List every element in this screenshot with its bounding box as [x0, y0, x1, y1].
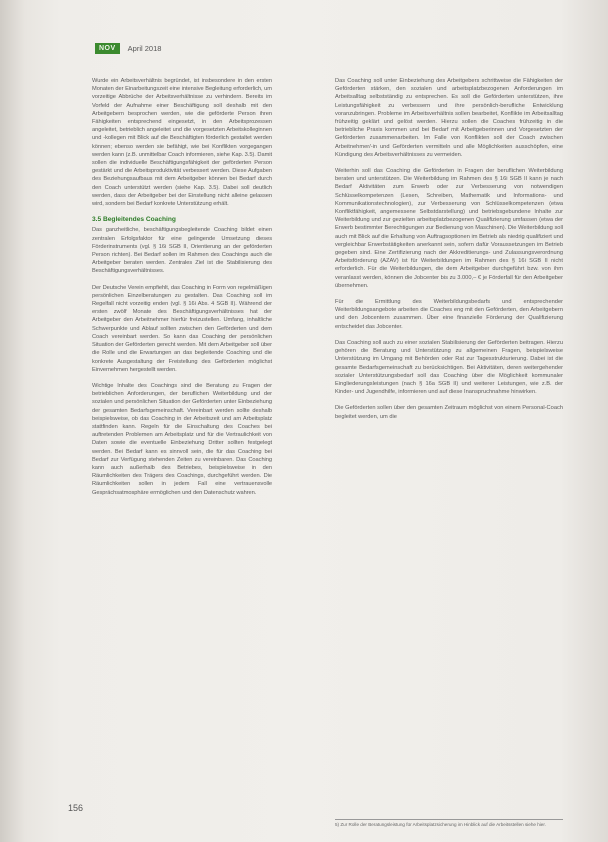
- paragraph: Wichtige Inhalte des Coachings sind die Beratung zu Fragen der betrieblichen Anforderungen, der beruflichen Weiterbildung und der sozialen und persönlichen Situation der Geförderten unter Einbeziehung der gesamten Bedarfsgemeinschaft. Vereinbart werden sollte deshalb beispielsweise, ob das Coaching in der Arbeitszeit und am Arbeitsplatz stattfinden kann. Regeln für die Einschaltung des Coaches bei auftretenden Problemen am Arbeitsplatz und für die Vertraulichkeit von Daten sowie die eventuelle Einbeziehung Dritter sollten festgelegt werden. Bei Bedarf kann es sinnvoll sein, die für das Coaching bei Bedarf zur Verfügung stehenden Zeiten zu vereinbaren. Das Coaching kann auch außerhalb des Betriebes, beispielsweise in den Räumlichkeiten des Trägers des Coachings, durchgeführt werden. Die Räumlichkeiten sollen in jedem Fall eine vertrauensvolle Gesprächsatmosphäre ermöglichen und den Datenschutz wahren.: [92, 382, 272, 496]
- paragraph: Wurde ein Arbeitsverhältnis begründet, ist insbesondere in den ersten Monaten der Einarbeitungszeit eine intensive Begleitung erforderlich, um vorzeitige Abbrüche der Arbeitsverhältnisse zu verhindern. Bereits im Vorfeld der Aufnahme einer Beschäftigung soll deshalb mit den Arbeitgebern besprochen werden, wie die geförderte Person ihren Fähigkeiten entsprechend eingesetzt, in den Arbeitsprozessen angeleitet, betrieblich angeleitet und die vorgesetzten Arbeitskolleginnen und -kollegen mit Blick auf die Beschäftigten förderlich gestaltet werden können; ebenso werden sie befähigt, wie bei Konflikten vorgegangen werden kann (z.B. unmittelbar Coach informieren, siehe Kap. 3.5). Damit sollen die individuelle Beschäftigungsfähigkeit der geförderten Person gestärkt und die Arbeitsproduktivität verbessert werden. Diese Aufgaben des Beziehungsaufbaus mit dem Arbeitgeber können bei Bedarf durch den Coach unterstützt werden (siehe Kap. 3.5). Dabei soll deutlich werden, dass der Arbeitgeber bei der Einstellung nicht alleine gelassen wird, sondern bei Bedarf konkrete Unterstützung erhält.: [92, 78, 272, 208]
- left-column: [92, 77, 272, 505]
- page-number: 156: [68, 803, 84, 813]
- paragraph: Das ganzheitliche, beschäftigungsbegleitende Coaching bildet einen zentralen Erfolgsfaktor für eine gelingende Umsetzung dieses Förderinstruments (vgl. § 16i SGB II, Orientierung an der geförderten Person richten). Bei Bedarf sollen im Rahmen des Coachings auch die Arbeitgeber beraten werden. Zentrales Ziel ist die Stabilisierung des Beschäftigungsverhältnisses.: [92, 227, 272, 275]
- footnote: 5) Zur Rolle der Beratungsleistung für Arbeitsplatzsicherung im Hinblick auf die Arbeitsstellen siehe hier.: [335, 819, 563, 828]
- page-header: [95, 43, 161, 54]
- paragraph: Das Coaching soll auch zu einer sozialen Stabilisierung der Geförderten beitragen. Hierzu gehören die Beratung und Unterstützung zu allgemeinen Fragen, beispielsweise Unterstützung im Umgang mit Behörden oder Rat zur Tagesstrukturierung. Dabei ist die gesamte Bedarfsgemeinschaft zu berücksichtigen. Bei Aktivitäten, deren weitergehender sozialer Unterstützungsbedarf soll das Coaching über die Möglichkeit kommunaler Eingliederungsleistungen (nach § 16a SGB II) und weiterer Leistungen, wie z.B. der Kinder- und Jugendhilfe, informieren und auf diese Inanspruchnahme hinwirken.: [335, 339, 563, 396]
- issue-date: April 2018: [127, 44, 162, 53]
- paragraph: Das Coaching soll unter Einbeziehung des Arbeitgebers schrittweise die Fähigkeiten der Geförderten stärken, den sozialen und arbeitsplatzbezogenen Anforderungen im Arbeitsalltag selbstständig zu entsprechen. Es soll die Geförderten unterstützen, ihre Leistungsfähigkeit zu verbessern und ihre persönlich-berufliche Entwicklung voranzubringen. Probleme im Arbeitsverhältnis sollen bearbeitet, Konflikte im Arbeitsalltag frühzeitig geklärt und gelöst werden. Hierzu sollen die Coaches frühzeitig in die betriebliche Praxis kommen und bei Bedarf mit Arbeitgeberinnen und Vorgesetzten der Geförderten zusammenarbeiten. Im Falle von Konflikten soll der Coach zwischen Arbeitnehmer/-in und Geförderten vermitteln und alle Möglichkeiten ausschöpfen, eine Kündigung des Arbeitsverhältnisses zu vermeiden.: [335, 78, 563, 158]
- paragraph: Weiterhin soll das Coaching die Geförderten in Fragen der beruflichen Weiterbildung beraten und unterstützen. Die Weiterbildung im Rahmen des § 16i SGB II kann je nach Bedarf Aktivitäten zum Erwerb oder zur Verbesserung von notwendigen Schlüsselkompetenzen (Lesen, Schreiben, Mathematik und Informations- und Kommunikationstechnologien), zur Verbesserung von Schlüsselkompetenzen (etwa Konfliktfähigkeit, angemessene Selbstdarstellung) und betriebsgebundene Inhalte zur Weiterbildung und zur gezielten arbeitsplatzbezogenen Qualifizierung umfassen (etwa der Erwerb bestimmter Berechtigungen zur Bedienung von Maschinen). Die Weiterbildung soll auch mit Blick auf die Erhaltung von Auftragsoptionen im Betrieb als niedrig qualifiziert und vergleichbar Erwerbstätigkeiten anerkannt sein, sofern dafür Voraussetzungen im Betrieb gegeben sind. Eine Zertifizierung nach der Akkreditierungs- und Zulassungsverordnung Arbeitsförderung (AZAV) ist für Weiterbildungen im Rahmen des § 16i SGB II nicht erforderlich. Für die Weiterbildungen, die dem Arbeitgeber durchgeführt bzw. von ihm veranlasst werden, können die Jobcenter bis zu 3.000,– € je Förderfall für den Arbeitgeber übernehmen.: [335, 168, 563, 289]
- paragraph: Für die Ermittlung des Weiterbildungsbedarfs und entsprechender Weiterbildungsangebote arbeiten die Coaches eng mit den Geförderten, den Arbeitgebern und den Jobcentern zusammen. Über eine finanzielle Förderung der Qualifizierung entscheidet das Jobcenter.: [335, 299, 563, 330]
- paragraph: Die Geförderten sollen über den gesamten Zeitraum möglichst von einem Personal-Coach begleitet werden, um die: [335, 405, 563, 420]
- right-column: [335, 77, 563, 429]
- publication-badge: NOV: [95, 43, 120, 54]
- section-heading: 3.5 Begleitendes Coaching: [92, 216, 176, 224]
- paragraph: Der Deutsche Verein empfiehlt, das Coaching in Form von regelmäßigen persönlichen Einzelberatungen zu gestalten. Das Coaching soll im Regelfall nicht vorzeitig enden (vgl. § 16i Abs. 4 SGB II). Während der ersten zwölf Monate des Beschäftigungsverhältnisses hat der Arbeitgeber den Arbeitnehmer hierfür freizustellen. Umfang, inhaltliche Schwerpunkte und Ablauf sollten zwischen den Geförderten und dem Coach vereinbart werden. So kann das Coaching der persönlichen Situation der Geförderten gerecht werden. Mit dem Arbeitgeber soll über die Rolle und die Erwartungen an das begleitende Coaching und die konkrete Ausgestaltung der Freistellung des Geförderten möglichst Einvernehmen hergestellt werden.: [92, 284, 272, 373]
